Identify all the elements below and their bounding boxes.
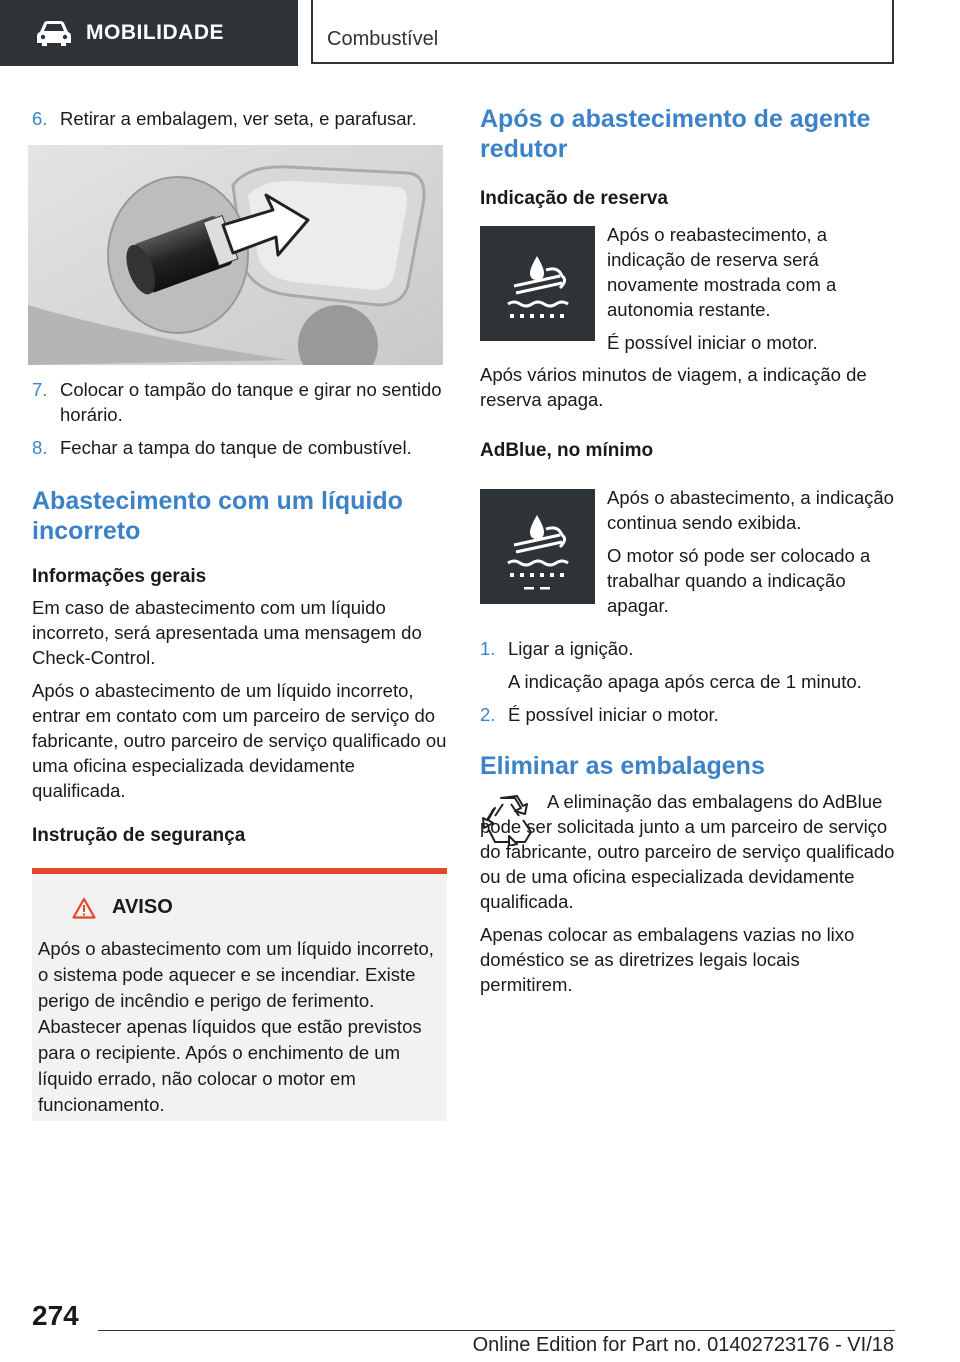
minimum-paragraph-1: Após o abastecimento, a indicação continua sendo exibida. — [607, 487, 894, 533]
warning-box — [32, 868, 447, 1121]
reserve-paragraph-2: É possível iniciar o motor. — [607, 332, 818, 353]
subheading-reserve: Indicação de reserva — [480, 188, 668, 209]
step-2 — [480, 702, 895, 727]
step-number: 7. — [32, 379, 48, 400]
right-column-lower — [480, 636, 895, 781]
left-column-lower — [32, 377, 447, 848]
heading-wrong-fluid: Abastecimento com um líquido incorreto — [32, 487, 403, 545]
step-8 — [32, 435, 447, 460]
section-title: MOBILIDADE — [86, 21, 224, 44]
step-text: É possível iniciar o motor. — [508, 704, 719, 725]
step-number: 6. — [32, 108, 48, 129]
minimum-paragraph-2: O motor só pode ser colocado a trabalhar quando a indicação apagar. — [607, 545, 871, 616]
dispose-paragraph-2: Apenas colocar as embalagens vazias no lixo doméstico se as diretrizes legais locais permitirem. — [480, 924, 855, 995]
fuel-filler-illustration — [28, 145, 443, 365]
warning-label: AVISO — [112, 896, 173, 918]
warning-title — [72, 896, 173, 919]
minimum-text-block — [607, 485, 897, 618]
step-number: 8. — [32, 437, 48, 458]
subheading-minimum: AdBlue, no mínimo — [480, 440, 654, 461]
step-text: Ligar a ignição. — [508, 638, 634, 659]
reserve-paragraph-3: Após vários minutos de viagem, a indicação de reserva apaga. — [480, 364, 867, 410]
step-subtext: A indicação apaga após cerca de 1 minuto. — [508, 671, 862, 692]
step-number: 1. — [480, 638, 496, 659]
adblue-drop-icon — [480, 226, 595, 341]
page-number: 274 — [32, 1300, 79, 1331]
step-1 — [480, 636, 895, 694]
chapter-tab — [311, 0, 894, 64]
step-text: Colocar o tampão do tanque e girar no sentido horário. — [60, 379, 442, 425]
fuel-filler-photo — [28, 145, 443, 365]
heading-dispose: Eliminar as embalagens — [480, 752, 765, 780]
step-body — [508, 636, 895, 694]
warning-text: Após o abastecimento com um líquido incorreto, o sistema pode aquecer e se incendiar. Existe perigo de incêndio e perigo de ferimento. Abastecer apenas líquidos que estão previstos para o recipiente. Após o enchimento de um líquido errado, não colocar o motor em funcionamento. — [38, 938, 434, 1115]
reserve-text-after — [480, 362, 895, 463]
step-text: Fechar a tampa do tanque de combustível. — [60, 437, 412, 458]
subheading-safety: Instrução de segurança — [32, 825, 246, 846]
right-column-top — [480, 104, 895, 211]
adblue-drop-icon — [480, 489, 595, 604]
reserve-text-block — [607, 222, 897, 355]
adblue-reserve-indicator — [480, 226, 595, 341]
step-7 — [32, 377, 447, 427]
left-column — [32, 106, 447, 131]
general-paragraph-1: Em caso de abastecimento com um líquido incorreto, será apresentada uma mensagem do Check-Control. — [32, 597, 422, 668]
step-6 — [32, 106, 447, 131]
dispose-paragraph-1: A eliminação das embalagens do AdBlue pode ser solicitada junto a um parceiro de serviço do fabricante, outro parceiro de serviço qualificado ou de uma oficina especializada devidamente qualificada. — [480, 791, 895, 912]
edition-info: Online Edition for Part no. 01402723176 - VI/18 — [472, 1334, 894, 1356]
footer-divider — [98, 1330, 895, 1331]
chapter-title: Combustível — [327, 28, 439, 50]
subheading-general: Informações gerais — [32, 566, 207, 587]
reserve-paragraph-1: Após o reabastecimento, a indicação de reserva será novamente mostrada com a autonomia restante. — [607, 224, 837, 320]
step-text: Retirar a embalagem, ver seta, e parafusar. — [60, 108, 417, 129]
section-tab — [0, 0, 298, 66]
adblue-minimum-indicator — [480, 489, 595, 604]
car-icon — [36, 18, 72, 48]
heading-after-refill: Após o abastecimento de agente redutor — [480, 105, 871, 163]
general-paragraph-2: Após o abastecimento de um líquido incorreto, entrar em contato com um parceiro de serviço do fabricante, outro parceiro de serviço qualificado ou uma oficina especializada devidamente qualificada. — [32, 680, 447, 801]
dispose-text-block — [480, 789, 895, 997]
warning-triangle-icon — [72, 897, 96, 919]
step-number: 2. — [480, 704, 496, 725]
